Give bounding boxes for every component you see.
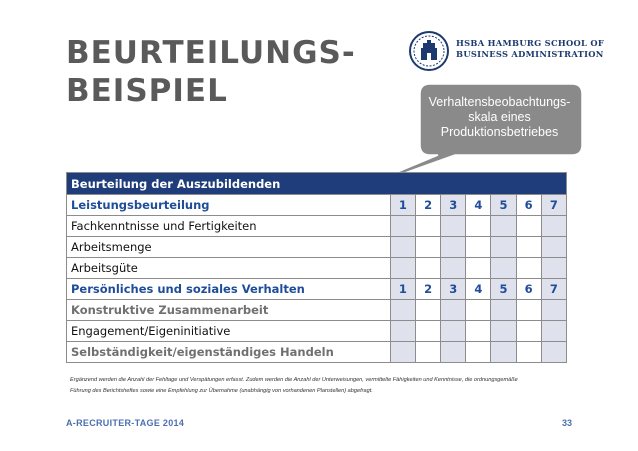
scale-value: 2 [416, 279, 441, 300]
rating-cell[interactable] [491, 321, 516, 342]
rating-cell[interactable] [516, 342, 541, 363]
scale-value: 5 [491, 195, 516, 216]
rating-cell[interactable] [516, 300, 541, 321]
callout-line3: Produktionsbetriebes [440, 125, 559, 139]
footnote [70, 375, 570, 397]
rating-cell[interactable] [416, 342, 441, 363]
rating-cell[interactable] [516, 321, 541, 342]
rating-cell[interactable] [416, 321, 441, 342]
page-number: 33 [562, 418, 573, 428]
rating-cell[interactable] [491, 342, 516, 363]
logo-text-line2: BUSINESS ADMINISTRATION [456, 49, 604, 59]
rating-cell[interactable] [516, 258, 541, 279]
rating-cell[interactable] [541, 321, 566, 342]
rating-cell[interactable] [491, 258, 516, 279]
footer-event-label: A-RECRUITER-TAGE 2014 [66, 418, 185, 428]
section-row [67, 195, 567, 216]
table-header-row [67, 173, 567, 195]
scale-value: 2 [416, 195, 441, 216]
rating-cell[interactable] [466, 216, 491, 237]
section-label: Leistungsbeurteilung [67, 195, 391, 216]
rating-cell[interactable] [466, 321, 491, 342]
criterion-label: Arbeitsgüte [67, 258, 391, 279]
slide-title-line2: BEISPIEL [66, 73, 228, 109]
rating-cell[interactable] [491, 216, 516, 237]
section-label: Persönliches und soziales Verhalten [67, 279, 391, 300]
scale-value: 3 [441, 195, 466, 216]
rating-cell[interactable] [416, 237, 441, 258]
footnote-line2: Führung des Berichtsheftes sowie eine Empfehlung zur Übernahme (unabhängig von vorhandenen Planstellen) abgefragt. [70, 388, 373, 394]
rating-cell[interactable] [416, 300, 441, 321]
table-header: Beurteilung der Auszubildenden [67, 173, 567, 195]
rating-cell[interactable] [541, 300, 566, 321]
rating-cell[interactable] [516, 216, 541, 237]
rating-cell[interactable] [541, 216, 566, 237]
slide-title-line1: BEURTEILUNGS- [66, 35, 356, 71]
scale-value: 3 [441, 279, 466, 300]
rating-cell[interactable] [390, 321, 415, 342]
rating-cell[interactable] [390, 237, 415, 258]
table-row [67, 216, 567, 237]
rating-cell[interactable] [416, 258, 441, 279]
rating-cell[interactable] [491, 237, 516, 258]
rating-cell[interactable] [541, 342, 566, 363]
section-row [67, 279, 567, 300]
callout-line1: Verhaltensbeobachtungs- [428, 95, 571, 109]
logo-text-line1: HSBA HAMBURG SCHOOL OF [456, 38, 605, 48]
rating-cell[interactable] [466, 342, 491, 363]
criterion-label: Konstruktive Zusammenarbeit [67, 300, 391, 321]
table-row [67, 258, 567, 279]
rating-cell[interactable] [516, 237, 541, 258]
rating-cell[interactable] [390, 258, 415, 279]
scale-value: 4 [466, 279, 491, 300]
scale-value: 6 [516, 279, 541, 300]
rating-cell[interactable] [441, 258, 466, 279]
rating-cell[interactable] [491, 300, 516, 321]
scale-value: 7 [541, 279, 566, 300]
rating-cell[interactable] [441, 216, 466, 237]
rating-cell[interactable] [390, 342, 415, 363]
scale-value: 6 [516, 195, 541, 216]
rating-cell[interactable] [441, 300, 466, 321]
table-row [67, 342, 567, 363]
rating-cell[interactable] [541, 237, 566, 258]
footnote-line1: Ergänzend werden die Anzahl der Fehltage und Verspätungen erfasst. Zudem werden die Anzahl der Unterweisungen, vermittelte Fähigkeiten und Kenntnisse, die ordnungsgemäße [70, 377, 518, 383]
rating-cell[interactable] [441, 237, 466, 258]
rating-cell[interactable] [390, 216, 415, 237]
rating-cell[interactable] [541, 258, 566, 279]
rating-cell[interactable] [466, 258, 491, 279]
rating-cell[interactable] [466, 237, 491, 258]
evaluation-table [66, 172, 567, 363]
criterion-label: Fachkenntnisse und Fertigkeiten [67, 216, 391, 237]
rating-cell[interactable] [390, 300, 415, 321]
callout-line2: skala eines [468, 110, 531, 124]
table-row [67, 321, 567, 342]
criterion-label: Selbständigkeit/eigenständiges Handeln [67, 342, 391, 363]
table-row [67, 237, 567, 258]
scale-value: 1 [390, 279, 415, 300]
scale-value: 4 [466, 195, 491, 216]
scale-value: 5 [491, 279, 516, 300]
rating-cell[interactable] [416, 216, 441, 237]
scale-value: 7 [541, 195, 566, 216]
rating-cell[interactable] [441, 342, 466, 363]
table-row [67, 300, 567, 321]
scale-value: 1 [390, 195, 415, 216]
criterion-label: Arbeitsmenge [67, 237, 391, 258]
criterion-label: Engagement/Eigeninitiative [67, 321, 391, 342]
callout-text [423, 95, 576, 140]
rating-cell[interactable] [466, 300, 491, 321]
rating-cell[interactable] [441, 321, 466, 342]
